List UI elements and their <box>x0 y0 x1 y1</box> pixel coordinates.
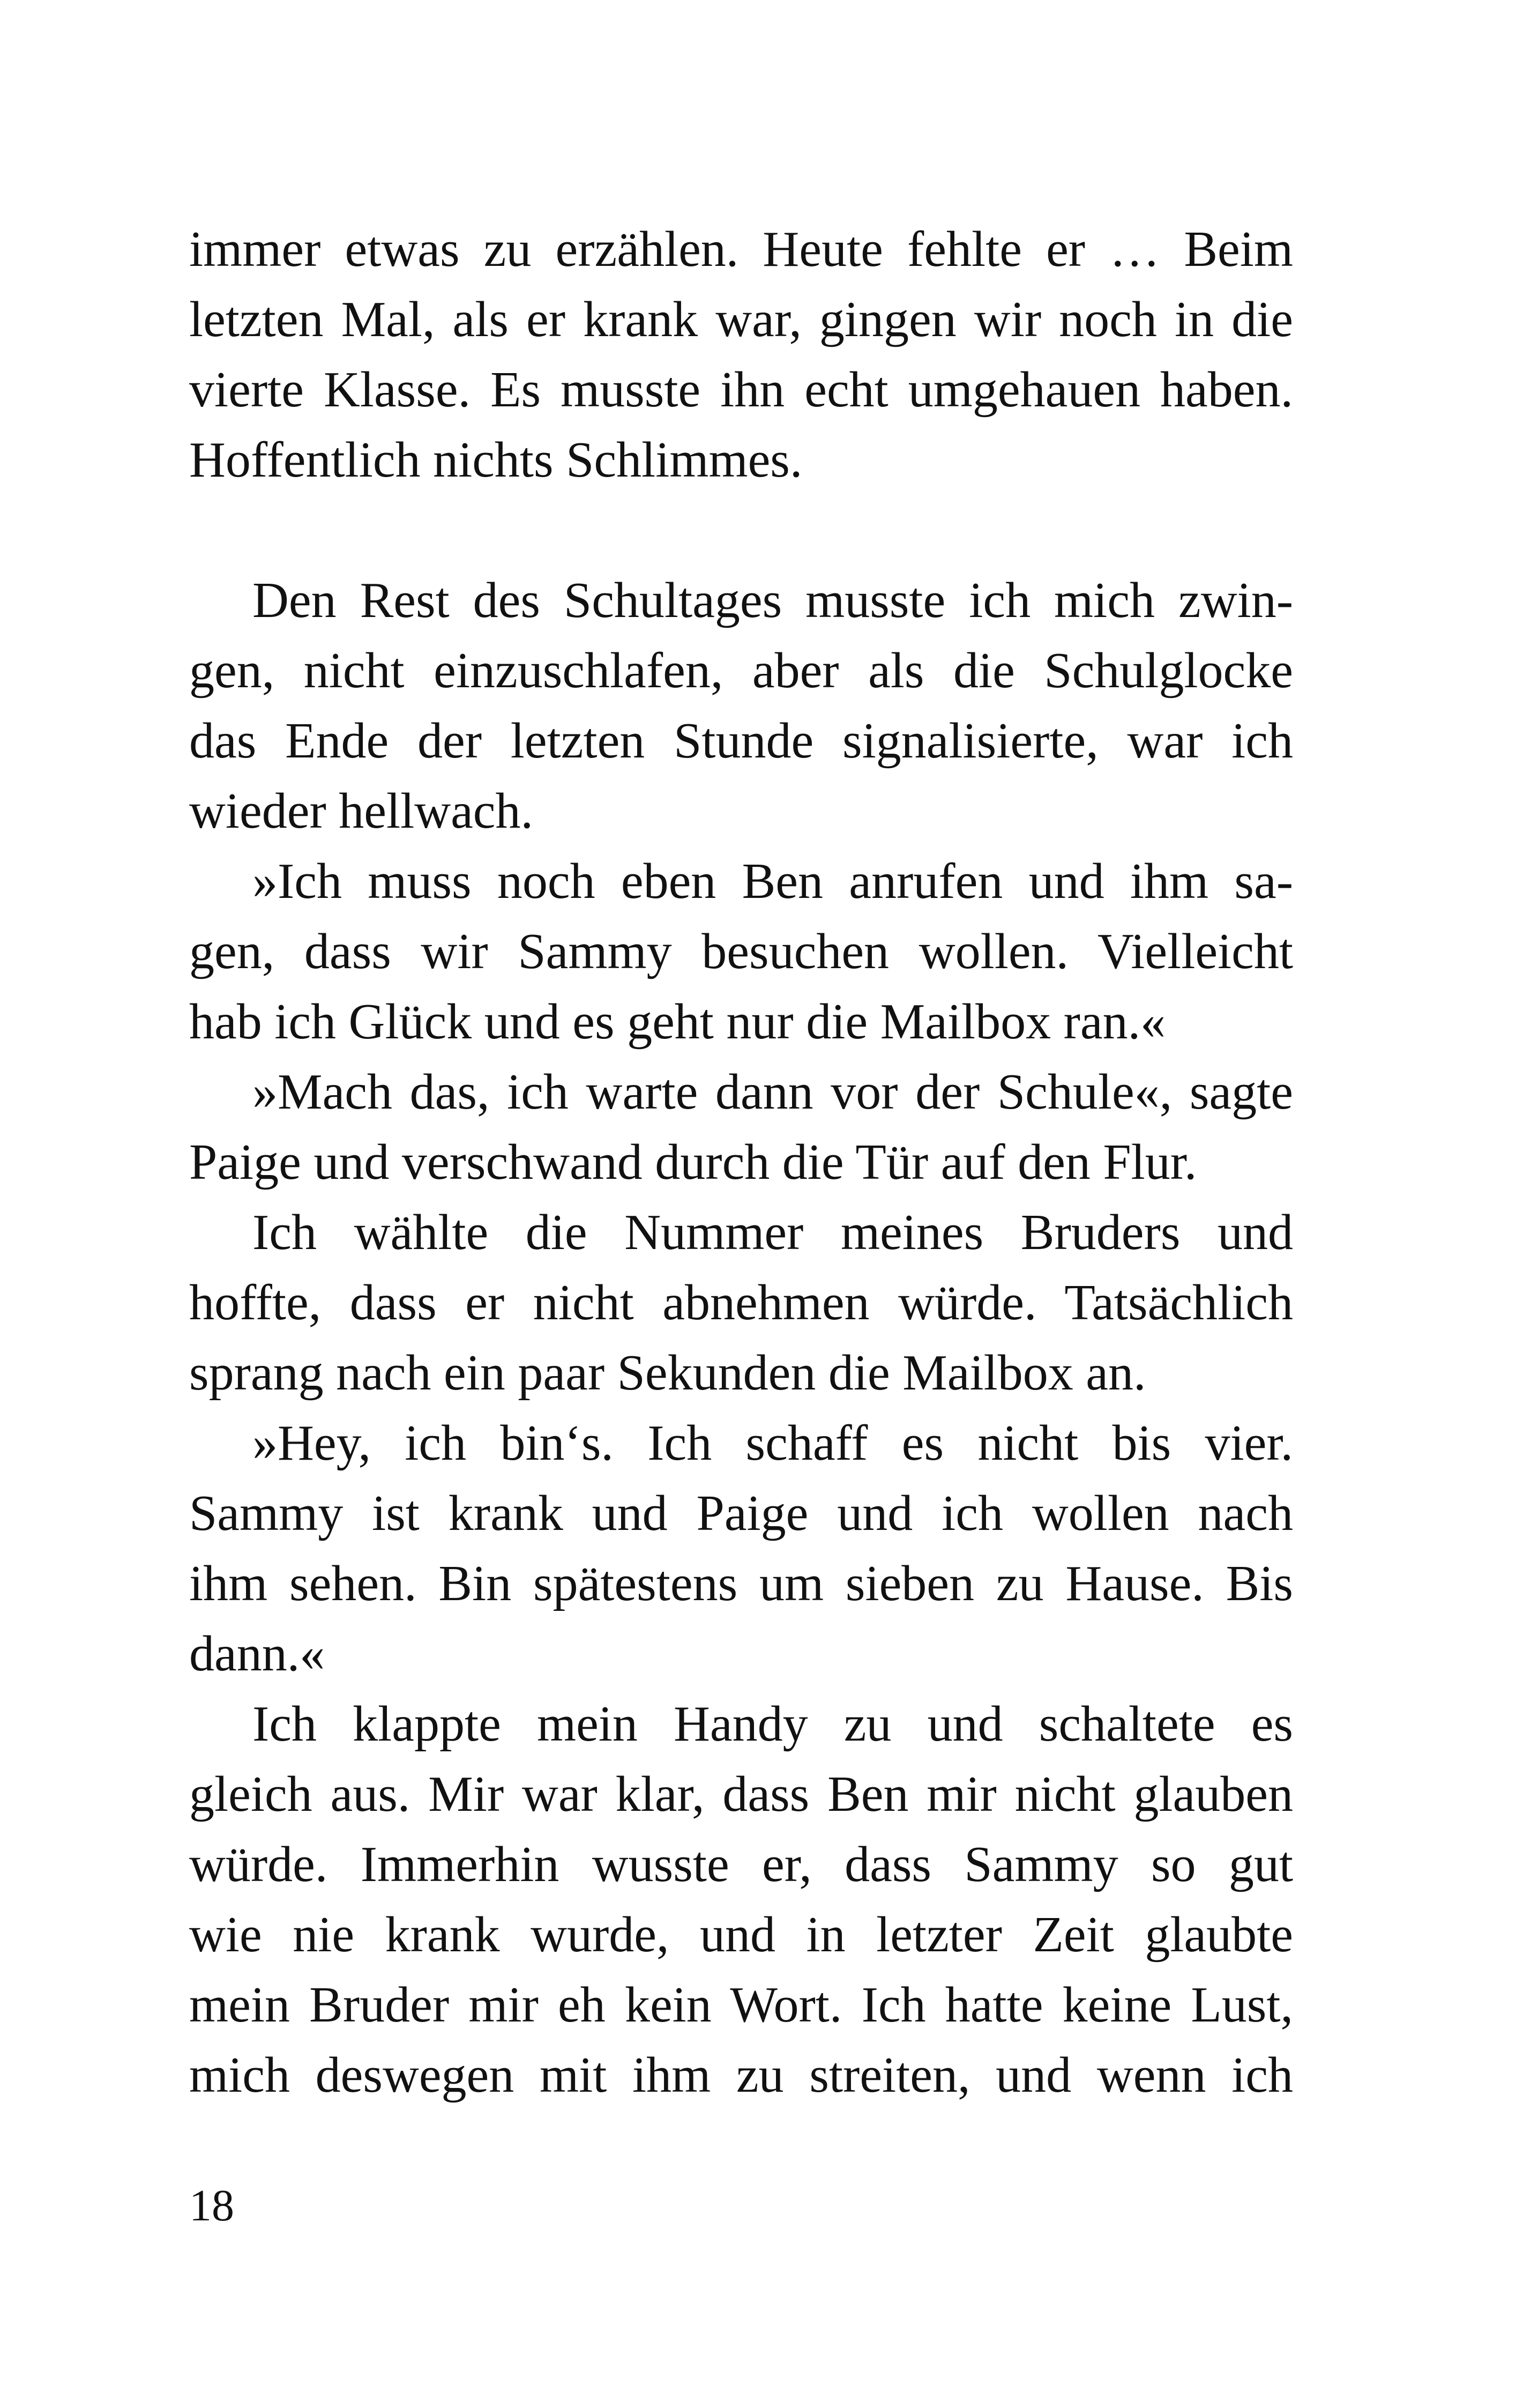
text-line: vierte Klasse. Es musste ihn echt umgehauen haben. <box>189 362 1293 418</box>
section-break <box>189 495 1293 566</box>
text-line: mich deswegen mit ihm zu streiten, und wenn ich <box>189 2047 1293 2103</box>
text-line: dann.« <box>189 1626 325 1682</box>
text-line: immer etwas zu erzählen. Heute fehlte er … Beim <box>189 221 1293 277</box>
text-line: letzten Mal, als er krank war, gingen wir noch in die <box>189 292 1293 347</box>
text-line: Sammy ist krank und Paige und ich wollen nach <box>189 1485 1293 1541</box>
text-line: das Ende der letzten Stunde signalisierte, war ich <box>189 713 1293 769</box>
paragraph <box>189 1198 1293 1408</box>
text-line: Paige und verschwand durch die Tür auf den Flur. <box>189 1134 1197 1190</box>
text-line: ihm sehen. Bin spätestens um sieben zu Hause. Bis <box>189 1556 1293 1611</box>
paragraph <box>189 846 1293 1057</box>
text-line: »Ich muss noch eben Ben anrufen und ihm sa- <box>252 853 1293 909</box>
text-line: hab ich Glück und es geht nur die Mailbox ran.« <box>189 994 1166 1050</box>
text-line: mein Bruder mir eh kein Wort. Ich hatte keine Lust, <box>189 1977 1293 2033</box>
paragraph <box>189 1057 1293 1198</box>
text-line: Den Rest des Schultages musste ich mich zwin- <box>252 573 1293 628</box>
text-line: Ich wählte die Nummer meines Bruders und <box>252 1205 1293 1260</box>
text-line: würde. Immerhin wusste er, dass Sammy so gut <box>189 1837 1293 1892</box>
text-line: sprang nach ein paar Sekunden die Mailbox an. <box>189 1345 1146 1401</box>
page-number: 18 <box>189 2181 234 2231</box>
text-line: wieder hellwach. <box>189 783 534 839</box>
paragraph <box>189 214 1293 495</box>
text-line: Ich klappte mein Handy zu und schaltete es <box>252 1696 1293 1752</box>
paragraph <box>189 1689 1293 2110</box>
text-line: »Hey, ich bin‘s. Ich schaff es nicht bis vier. <box>252 1415 1293 1471</box>
paragraph <box>189 1408 1293 1689</box>
text-line: hoffte, dass er nicht abnehmen würde. Tatsächlich <box>189 1275 1293 1331</box>
text-line: gleich aus. Mir war klar, dass Ben mir nicht glauben <box>189 1766 1293 1822</box>
body-text <box>189 214 1293 2110</box>
text-line: wie nie krank wurde, und in letzter Zeit glaubte <box>189 1907 1293 1963</box>
text-line: gen, dass wir Sammy besuchen wollen. Vielleicht <box>189 924 1293 979</box>
text-line: gen, nicht einzuschlafen, aber als die Schulglocke <box>189 643 1293 698</box>
text-line: Hoffentlich nichts Schlimmes. <box>189 432 803 488</box>
text-line: »Mach das, ich warte dann vor der Schule«, sagte <box>252 1064 1293 1120</box>
paragraph <box>189 566 1293 846</box>
